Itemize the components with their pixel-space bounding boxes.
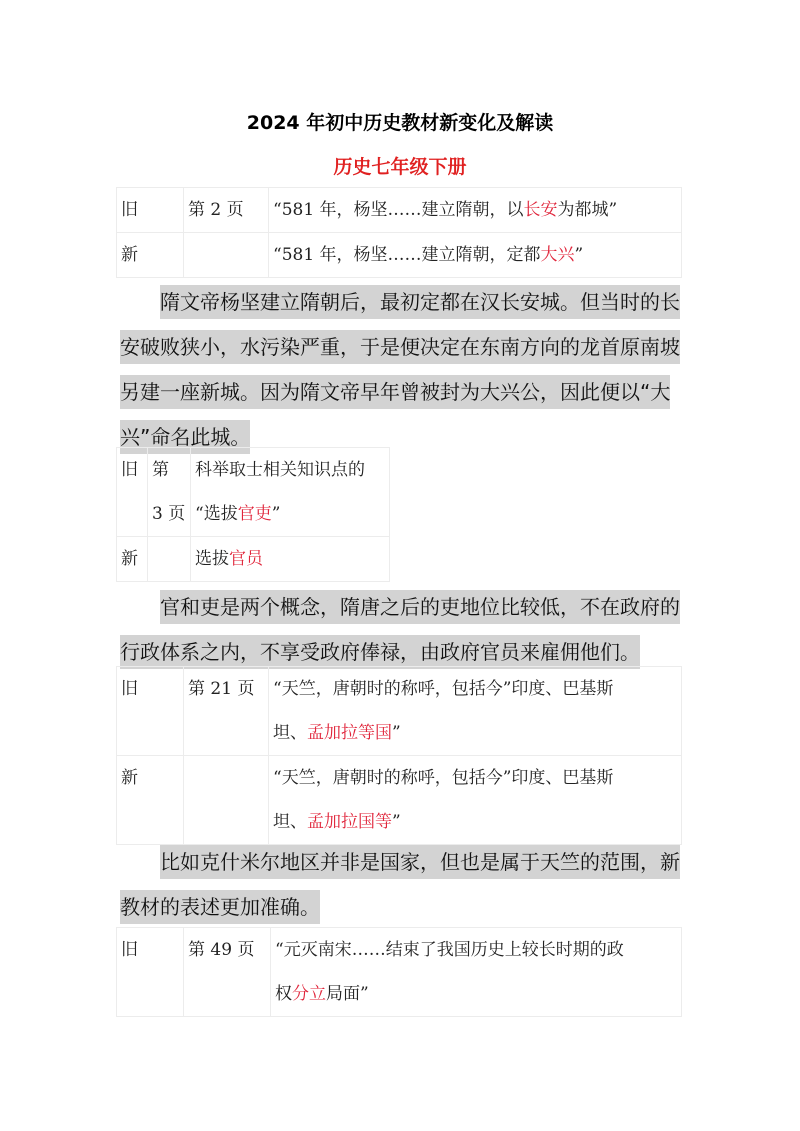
changed-term: 分立	[292, 984, 326, 1004]
changed-term: 大兴	[540, 245, 575, 265]
page-number: 第 3 页	[148, 448, 191, 537]
changed-term: 官吏	[237, 504, 272, 524]
old-text: “天竺，唐朝时的称呼，包括今”印度、巴基斯 坦、孟加拉等国”	[269, 667, 682, 756]
comparison-table-guanyuan	[116, 447, 390, 582]
page-number-empty	[184, 756, 269, 845]
changed-term: 孟加拉等国	[307, 723, 392, 743]
page-number-empty	[148, 537, 191, 582]
table-row-new	[117, 756, 682, 845]
old-text: 科举取士相关知识点的 “选拔官吏”	[191, 448, 390, 537]
row-label-old: 旧	[117, 667, 184, 756]
page-number: 第 2 页	[184, 188, 269, 233]
comparison-table-changan	[116, 187, 682, 278]
changed-term: 孟加拉国等	[307, 812, 392, 832]
page-number-empty	[184, 233, 269, 278]
page-number: 第 21 页	[184, 667, 269, 756]
row-label-old: 旧	[117, 928, 184, 1017]
old-text: “元灭南宋……结束了我国历史上较长时期的政 权分立局面”	[271, 928, 682, 1017]
table-row-old	[117, 188, 682, 233]
table-row-new	[117, 537, 390, 582]
explanation-paragraph-2: 官和吏是两个概念，隋唐之后的吏地位比较低，不在政府的行政体系之内，不享受政府俸禄，由政府官员来雇佣他们。	[120, 585, 680, 675]
table-row-old	[117, 667, 682, 756]
changed-term: 长安	[523, 200, 558, 220]
row-label-new: 新	[117, 537, 148, 582]
comparison-table-fenli	[116, 927, 682, 1017]
page-number: 第 49 页	[184, 928, 271, 1017]
table-row-old	[117, 448, 390, 537]
row-label-old: 旧	[117, 188, 184, 233]
row-label-new: 新	[117, 756, 184, 845]
row-label-new: 新	[117, 233, 184, 278]
table-row-new	[117, 233, 682, 278]
comparison-table-tianzhu	[116, 666, 682, 845]
explanation-paragraph-3: 比如克什米尔地区并非是国家，但也是属于天竺的范围，新教材的表述更加准确。	[120, 840, 680, 930]
new-text: “581 年，杨坚……建立隋朝，定都大兴”	[269, 233, 682, 278]
document-subtitle: 历史七年级下册	[333, 156, 467, 178]
old-text: “581 年，杨坚……建立隋朝，以长安为都城”	[269, 188, 682, 233]
document-title: 2024 年初中历史教材新变化及解读	[246, 112, 554, 134]
new-text: “天竺，唐朝时的称呼，包括今”印度、巴基斯 坦、孟加拉国等”	[269, 756, 682, 845]
row-label-old: 旧	[117, 448, 148, 537]
changed-term: 官员	[229, 549, 263, 569]
table-row-old	[117, 928, 682, 1017]
new-text: 选拔官员	[191, 537, 390, 582]
explanation-paragraph-1: 隋文帝杨坚建立隋朝后，最初定都在汉长安城。但当时的长安破败狭小，水污染严重，于是便决定在东南方向的龙首原南坡另建一座新城。因为隋文帝早年曾被封为大兴公，因此便以“大兴”命名此城。	[120, 280, 680, 460]
